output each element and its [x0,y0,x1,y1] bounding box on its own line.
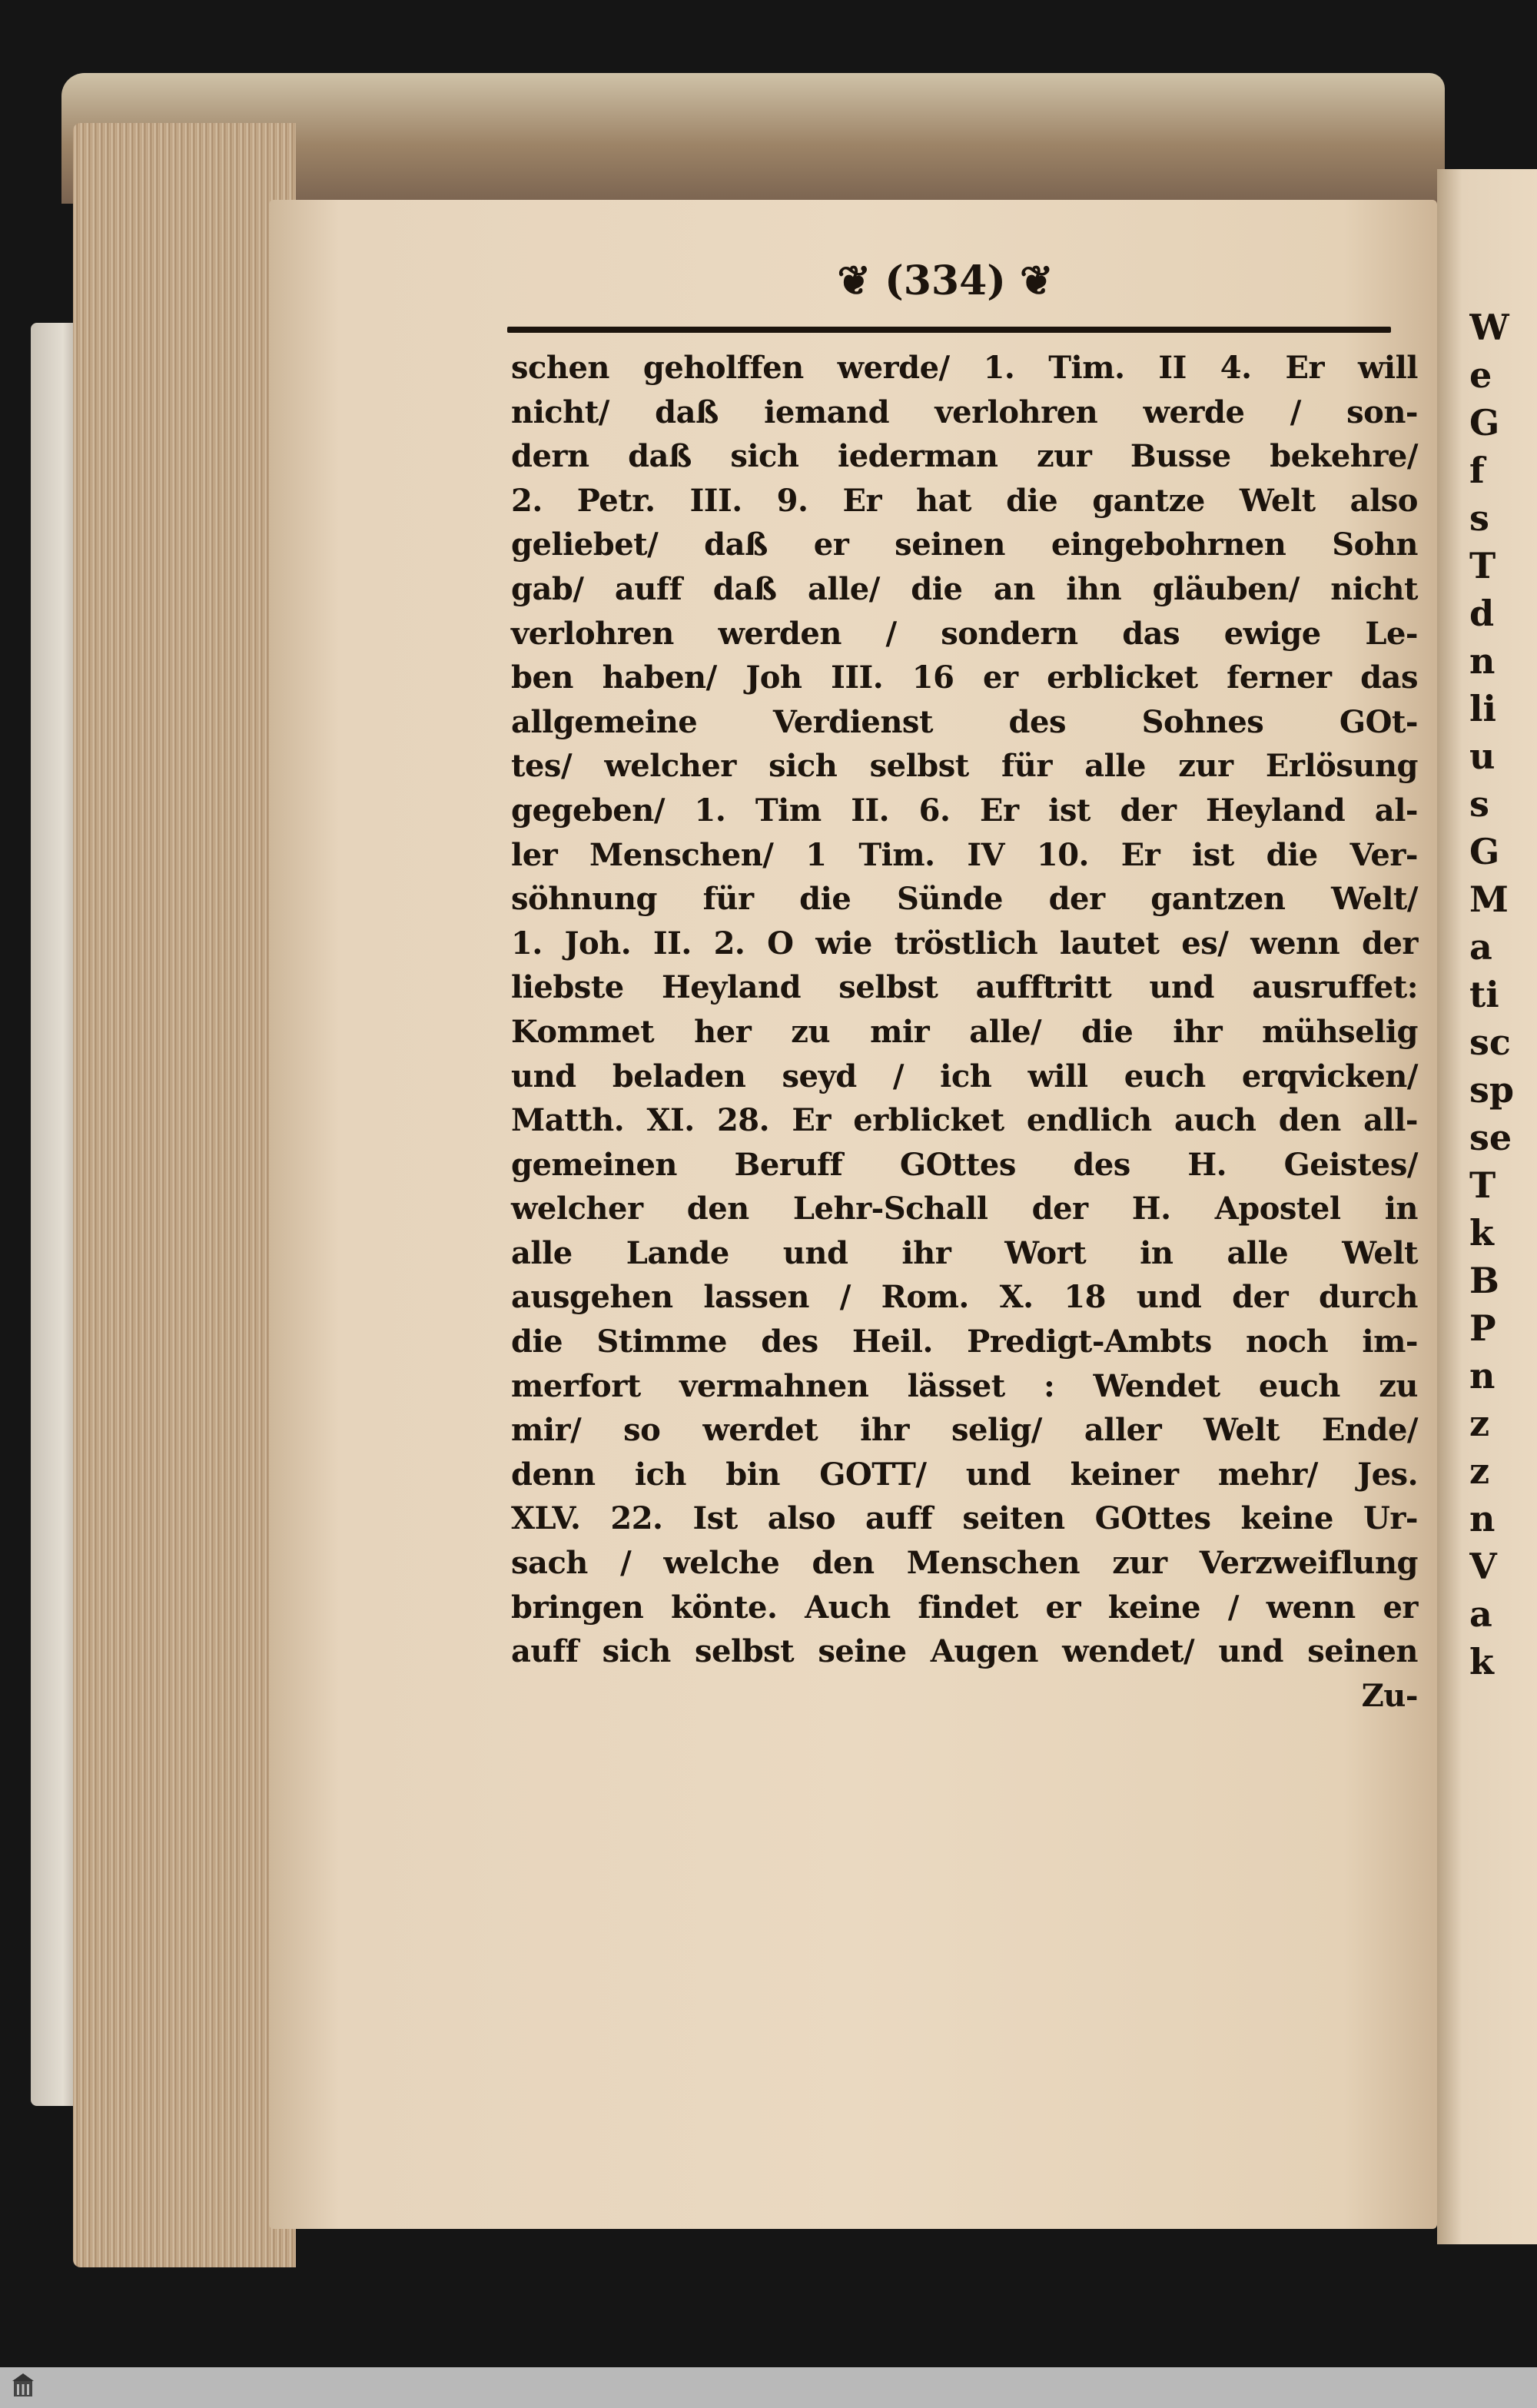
facing-page-line: s [1469,783,1489,825]
text-line: 1. Joh. II. 2. O wie tröstlich lautet es/ wenn der [511,925,1418,962]
facing-page-line: d [1469,593,1495,634]
text-line: denn ich bin GOTT/ und keiner mehr/ Jes. [511,1456,1418,1493]
text-line: geliebet/ daß er seinen eingebohrnen Sohn [511,526,1418,563]
facing-page-line: a [1469,1593,1492,1635]
facing-page-line: k [1469,1641,1494,1682]
facing-page-line: n [1469,640,1496,682]
text-line: mir/ so werdet ihr selig/ aller Welt Ende/ [511,1412,1418,1449]
text-line: allgemeine Verdienst des Sohnes GOt- [511,703,1418,740]
text-line: liebste Heyland selbst aufftritt und ausruffet: [511,969,1418,1006]
text-line: XLV. 22. Ist also auff seiten GOttes keine Ur- [511,1500,1418,1537]
text-line: 2. Petr. III. 9. Er hat die gantze Welt also [511,482,1418,519]
facing-page-line: z [1469,1450,1490,1492]
text-line: Matth. XI. 28. Er erblicket endlich auch den all- [511,1102,1418,1139]
facing-page-line: sp [1469,1069,1515,1111]
text-line: schen geholffen werde/ 1. Tim. II 4. Er will [511,350,1418,386]
text-line: alle Lande und ihr Wort in alle Welt [511,1234,1418,1271]
facing-page-line: T [1469,545,1496,586]
text-line: verlohren werden / sondern das ewige Le- [511,615,1418,652]
facing-page-line: B [1469,1260,1499,1301]
text-line: Kommet her zu mir alle/ die ihr mühselig [511,1013,1418,1050]
facing-page-line: n [1469,1355,1496,1397]
text-line: söhnung für die Sünde der gantzen Welt/ [511,881,1418,918]
text-line: nicht/ daß iemand verlohren werde / son- [511,394,1418,430]
text-line: und beladen seyd / ich will euch erqvicken/ [511,1058,1418,1094]
facing-page-line: e [1469,354,1492,396]
text-line: sach / welche den Menschen zur Verzweiflung [511,1545,1418,1582]
facing-page-line: P [1469,1307,1496,1349]
facing-page-line: ti [1469,974,1499,1015]
text-line: gemeinen Beruff GOttes des H. Geistes/ [511,1146,1418,1183]
text-line: die Stimme des Heil. Predigt-Ambts noch im- [511,1324,1418,1360]
text-line: ben haben/ Joh III. 16 er erblicket ferner das [511,659,1418,696]
facing-page-line: W [1469,307,1509,348]
facing-page-line: M [1469,879,1509,920]
facing-page-line: u [1469,736,1496,777]
text-line: ausgehen lassen / Rom. X. 18 und der durch [511,1279,1418,1316]
facing-page-line: n [1469,1498,1496,1539]
page-stack-edges [73,123,296,2267]
viewer-footer [0,2367,1537,2408]
facing-page-line: li [1469,688,1496,729]
text-line: merfort vermahnen lässet : Wendet euch zu [511,1367,1418,1404]
facing-page-line: G [1469,402,1500,443]
page-header: ❦ (334) ❦ [837,257,1054,304]
text-line: auff sich selbst seine Augen wendet/ und seinen [511,1633,1418,1670]
facing-page-line: G [1469,831,1500,872]
page-text [511,346,1418,1718]
facing-page-line: sc [1469,1021,1511,1063]
text-line: gegeben/ 1. Tim II. 6. Er ist der Heyland al- [511,792,1418,829]
facing-page-line: V [1469,1546,1497,1587]
facing-page-line: f [1469,450,1485,491]
facing-page-line: z [1469,1403,1490,1444]
text-line: welcher den Lehr-Schall der H. Apostel in [511,1191,1418,1227]
facing-page-line: k [1469,1212,1494,1254]
library-logo-icon [8,2372,38,2403]
text-line: tes/ welcher sich selbst für alle zur Erlösung [511,748,1418,785]
text-line: dern daß sich iederman zur Busse bekehre/ [511,438,1418,475]
text-line: ler Menschen/ 1 Tim. IV 10. Er ist die Ver- [511,836,1418,873]
facing-page-line: T [1469,1164,1496,1206]
facing-page-line: s [1469,497,1489,539]
header-rule [507,327,1391,333]
text-line: bringen könte. Auch findet er keine / wenn er [511,1589,1418,1626]
text-line: gab/ auff daß alle/ die an ihn gläuben/ nicht [511,570,1418,607]
facing-page-line: a [1469,926,1492,968]
facing-page-line: se [1469,1117,1512,1158]
facing-page-text [1469,304,1537,1686]
text-line: Zu- [1361,1677,1418,1714]
